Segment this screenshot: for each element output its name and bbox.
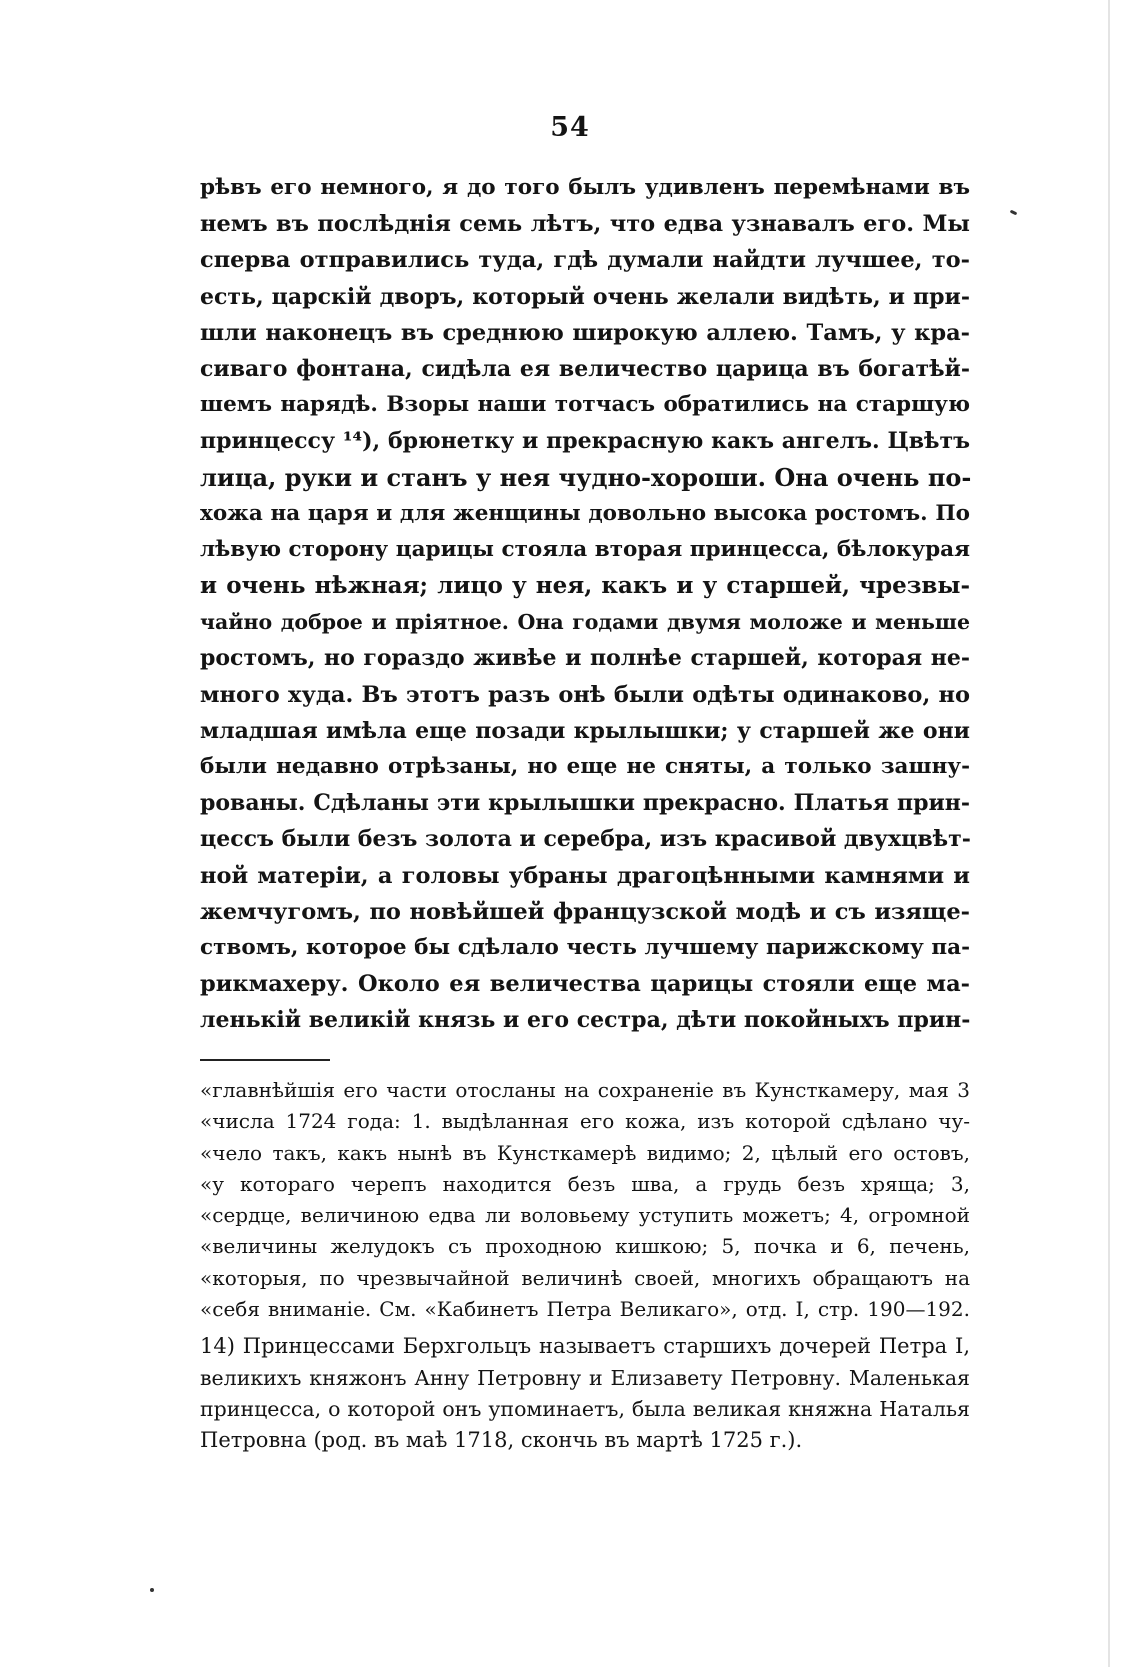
text-line: много худа. Въ этотъ разъ онѣ были одѣты одинаково, но: [200, 681, 970, 708]
footnote-line: «величины желудокъ съ проходною кишкою; 5, почка и 6, печень,: [200, 1234, 970, 1259]
text-line: цессъ были безъ золота и серебра, изъ красивой двухцвѣт-: [200, 826, 971, 853]
text-line: хожа на царя и для женщины довольно высока ростомъ. По: [200, 500, 970, 526]
text-line: чайно доброе и пріятное. Она годами двумя моложе и меньше: [200, 610, 970, 635]
text-line: младшая имѣла еще позади крылышки; у старшей же они: [200, 717, 970, 744]
text-line: шемъ нарядѣ. Взоры наши тотчасъ обратились на старшую: [200, 392, 970, 418]
text-line: рикмахеру. Около ея величества царицы стояли еще ма-: [200, 971, 970, 998]
text-line: есть, царскій дворъ, который очень желали видѣть, и при-: [200, 283, 970, 310]
page-edge-shadow: [1108, 0, 1110, 1667]
text-line: ростомъ, но гораздо живѣе и полнѣе старшей, которая не-: [200, 645, 970, 672]
text-line: и очень нѣжная; лицо у нея, какъ и у старшей, чрезвы-: [200, 572, 970, 600]
footnote-line: «числа 1724 года: 1. выдѣланная его кожа, изъ которой сдѣлано чу-: [200, 1109, 970, 1134]
text-line: сиваго фонтана, сидѣла ея величество царица въ богатѣй-: [200, 355, 970, 382]
text-line: жемчугомъ, по новѣйшей французской модѣ и съ изяще-: [200, 898, 970, 925]
footnote-line: «у котораго черепъ находится безъ шва, а грудь безъ хряща; 3,: [200, 1171, 970, 1196]
footnote-line: «чело такъ, какъ нынѣ въ Кунсткамерѣ видимо; 2, цѣлый его остовъ,: [200, 1140, 970, 1165]
main-text-block: [200, 170, 970, 1039]
text-line: немъ въ послѣднія семь лѣтъ, что едва узнавалъ его. Мы: [200, 211, 970, 238]
text-line: шли наконецъ въ среднюю широкую аллею. Тамъ, у кра-: [200, 319, 970, 346]
footnote-line: «сердце, величиною едва ли воловьему уступить можетъ; 4, огромной: [200, 1203, 970, 1228]
footnote-line: великихъ княжонъ Анну Петровну и Елизавету Петровну. Маленькая: [200, 1365, 970, 1390]
text-line: ной матеріи, а головы убраны драгоцѣнными камнями и: [200, 862, 970, 889]
text-line: ленькій великій князь и его сестра, дѣти покойныхъ прин-: [200, 1007, 971, 1034]
text-line: сперва отправились туда, гдѣ думали найдти лучшее, то-: [200, 247, 970, 274]
text-line: лѣвую сторону царицы стояла вторая принцесса, бѣлокурая: [200, 536, 970, 562]
page-number: 54: [550, 112, 590, 143]
footnote-line: Петровна (род. въ маѣ 1718, скончь въ мартѣ 1725 г.).: [200, 1428, 803, 1453]
footnote-divider: [200, 1059, 330, 1061]
text-line: рѣвъ его немного, я до того былъ удивленъ перемѣнами въ: [200, 175, 970, 200]
footnote-14: [200, 1331, 970, 1456]
scan-speck: [150, 1588, 154, 1592]
footnotes-block: [200, 1075, 970, 1457]
scan-speck: [1010, 210, 1018, 216]
footnote-continuation: [200, 1075, 970, 1325]
text-line: принцессу ¹⁴), брюнетку и прекрасную какъ ангелъ. Цвѣтъ: [200, 428, 970, 455]
text-line: ствомъ, которое бы сдѣлало честь лучшему парижскому па-: [200, 934, 970, 960]
text-line: лица, руки и станъ у нея чудно-хороши. Она очень по-: [200, 462, 972, 492]
footnote-line: 14) Принцессами Берхгольцъ называетъ старшихъ дочерей Петра I,: [200, 1334, 970, 1359]
footnote-line: «главнѣйшія его части отосланы на сохраненіе въ Кунсткамеру, мая 3: [200, 1078, 970, 1102]
footnote-line: «которыя, по чрезвычайной величинѣ своей, многихъ обращаютъ на: [200, 1265, 970, 1290]
text-line: были недавно отрѣзаны, но еще не сняты, а только зашну-: [200, 754, 970, 779]
footnote-line: «себя вниманіе. См. «Кабинетъ Петра Великаго», отд. I, стр. 190—192.: [200, 1297, 970, 1322]
footnote-line: принцесса, о которой онъ упоминаетъ, была великая княжна Наталья: [200, 1396, 970, 1421]
text-line: рованы. Сдѣланы эти крылышки прекрасно. Платья прин-: [200, 790, 970, 817]
